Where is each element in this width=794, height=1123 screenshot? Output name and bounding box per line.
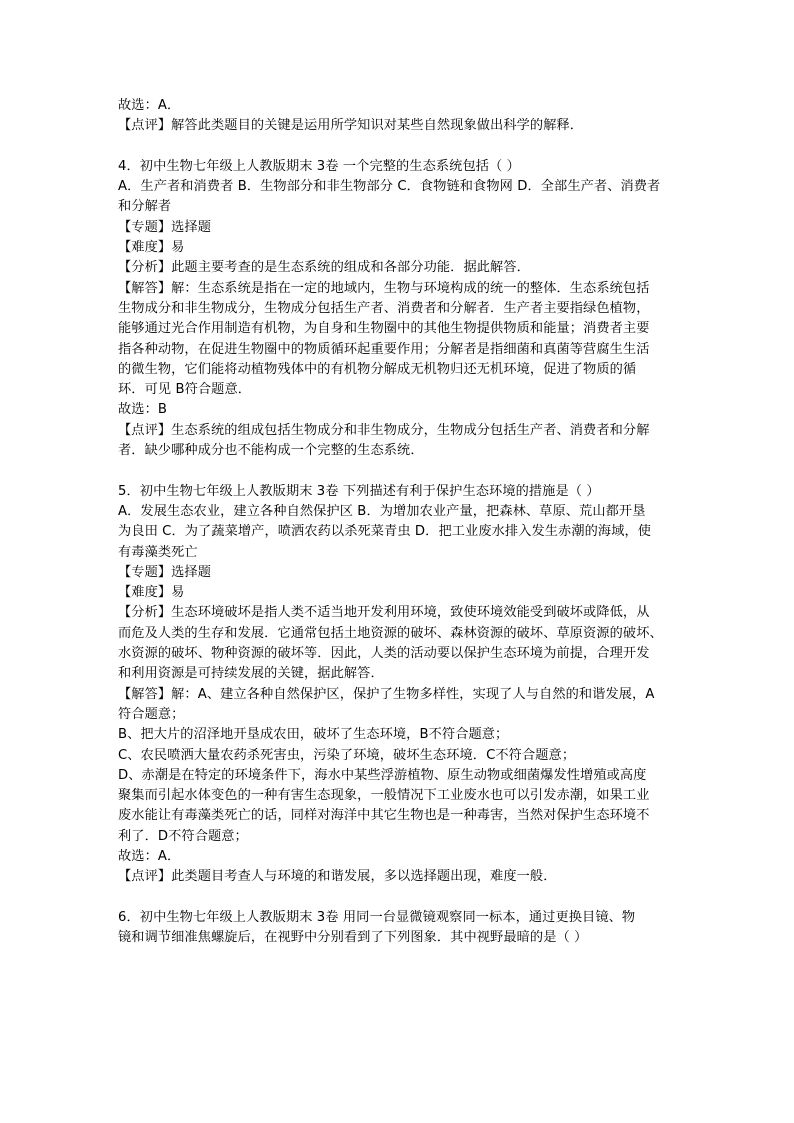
text-line: 【难度】易 [118,240,185,256]
text-line: 指各种动物，在促进生物圈中的物质循环起重要作用；分解者是指细菌和真菌等营腐生生活 [118,341,650,357]
text-line: 的微生物，它们能将动植物残体中的有机物分解成无机物归还无机环境，促进了物质的循 [118,361,637,377]
text-line: B、把大片的沼泽地开垦成农田，破坏了生态环境，B不符合题意； [118,727,509,743]
text-line: 环．可见 B符合题意． [118,382,252,398]
text-line: C、农民喷洒大量农药杀死害虫，污染了环境，破坏生态环境．C不符合题意； [118,747,576,763]
text-line: 故选：B [118,402,168,418]
text-line: 聚集而引起水体变色的一种有害生态现象，一般情况下工业废水也可以引发赤潮，如果工业 [118,788,650,804]
text-line: 【专题】选择题 [118,564,212,580]
text-line: 生物成分和非生物成分，生物成分包括生产者、消费者和分解者．生产者主要指绿色植物， [118,300,650,316]
text-line: 【点评】此类题目考查人与环境的和谐发展，多以选择题出现，难度一般． [118,869,557,885]
paragraph-gap [118,888,683,908]
text-line: 利了．D不符合题意； [118,828,248,844]
text-line: 而危及人类的生存和发展．它通常包括土地资源的破坏、森林资源的破坏、草原资源的破坏、 [118,625,663,641]
text-line: 4．初中生物七年级上人教版期末 3卷 一个完整的生态系统包括（ ） [118,158,520,174]
text-line: 【难度】易 [118,585,185,601]
text-line: 和利用资源是可持续发展的关键，据此解答． [118,666,384,682]
text-line: 【分析】生态环境破坏是指人类不适当地开发利用环境，致使环境效能受到破坏或降低，从 [118,605,650,621]
text-line: 【分析】此题主要考查的是生态系统的组成和各部分功能．据此解答． [118,260,530,276]
text-line: 水资源的破坏、物种资源的破坏等．因此，人类的活动要以保护生态环境为前提，合理开发 [118,646,650,662]
text-line: 和分解者 [118,199,172,215]
paragraph-gap [118,137,683,157]
text-line: A．发展生态农业，建立各种自然保护区 B．为增加农业产量，把森林、草原、荒山都开垦 [118,503,646,519]
text-line: 废水能让有毒藻类死亡的话，同样对海洋中其它生物也是一种毒害，当然对保护生态环境不 [118,808,650,824]
text-line: 【点评】解答此类题目的关键是运用所学知识对某些自然现象做出科学的解释． [118,118,584,134]
document-page [118,96,683,948]
text-line: 6．初中生物七年级上人教版期末 3卷 用同一台显微镜观察同一标本，通过更换目镜、物 [118,909,636,925]
text-line: 有毒藻类死亡 [118,544,198,560]
paragraph-gap [118,461,683,481]
text-line: 故选：A． [118,848,181,864]
text-line: 【解答】解：A、建立各种自然保护区，保护了生物多样性，实现了人与自然的和谐发展，A [118,686,655,702]
text-line: 故选：A． [118,98,181,113]
text-line: 5．初中生物七年级上人教版期末 3卷 下列描述有利于保护生态环境的措施是（ ） [118,483,600,499]
text-line: 符合题意； [118,706,185,722]
text-line: 【专题】选择题 [118,219,212,235]
text-line: A．生产者和消费者 B．生物部分和非生物部分 C．食物链和食物网 D．全部生产者、消费者 [118,179,661,195]
text-line: 能够通过光合作用制造有机物，为自身和生物圈中的其他生物提供物质和能量；消费者主要 [118,321,650,337]
text-line: 者．缺少哪种成分也不能构成一个完整的生态系统． [118,443,424,459]
text-line: 【解答】解：生态系统是指在一定的地域内，生物与环境构成的统一的整体．生态系统包括 [118,280,650,296]
text-line: 镜和调节细准焦螺旋后，在视野中分别看到了下列图象．其中视野最暗的是（ ） [118,930,588,946]
text-line: 为良田 C．为了蔬菜增产，喷洒农药以杀死菜青虫 D．把工业废水排入发生赤潮的海域，使 [118,524,652,540]
text-line: 【点评】生态系统的组成包括生物成分和非生物成分，生物成分包括生产者、消费者和分解 [118,422,650,438]
text-line: D、赤潮是在特定的环境条件下，海水中某些浮游植物、原生动物或细菌爆发性增殖或高度 [118,767,647,783]
